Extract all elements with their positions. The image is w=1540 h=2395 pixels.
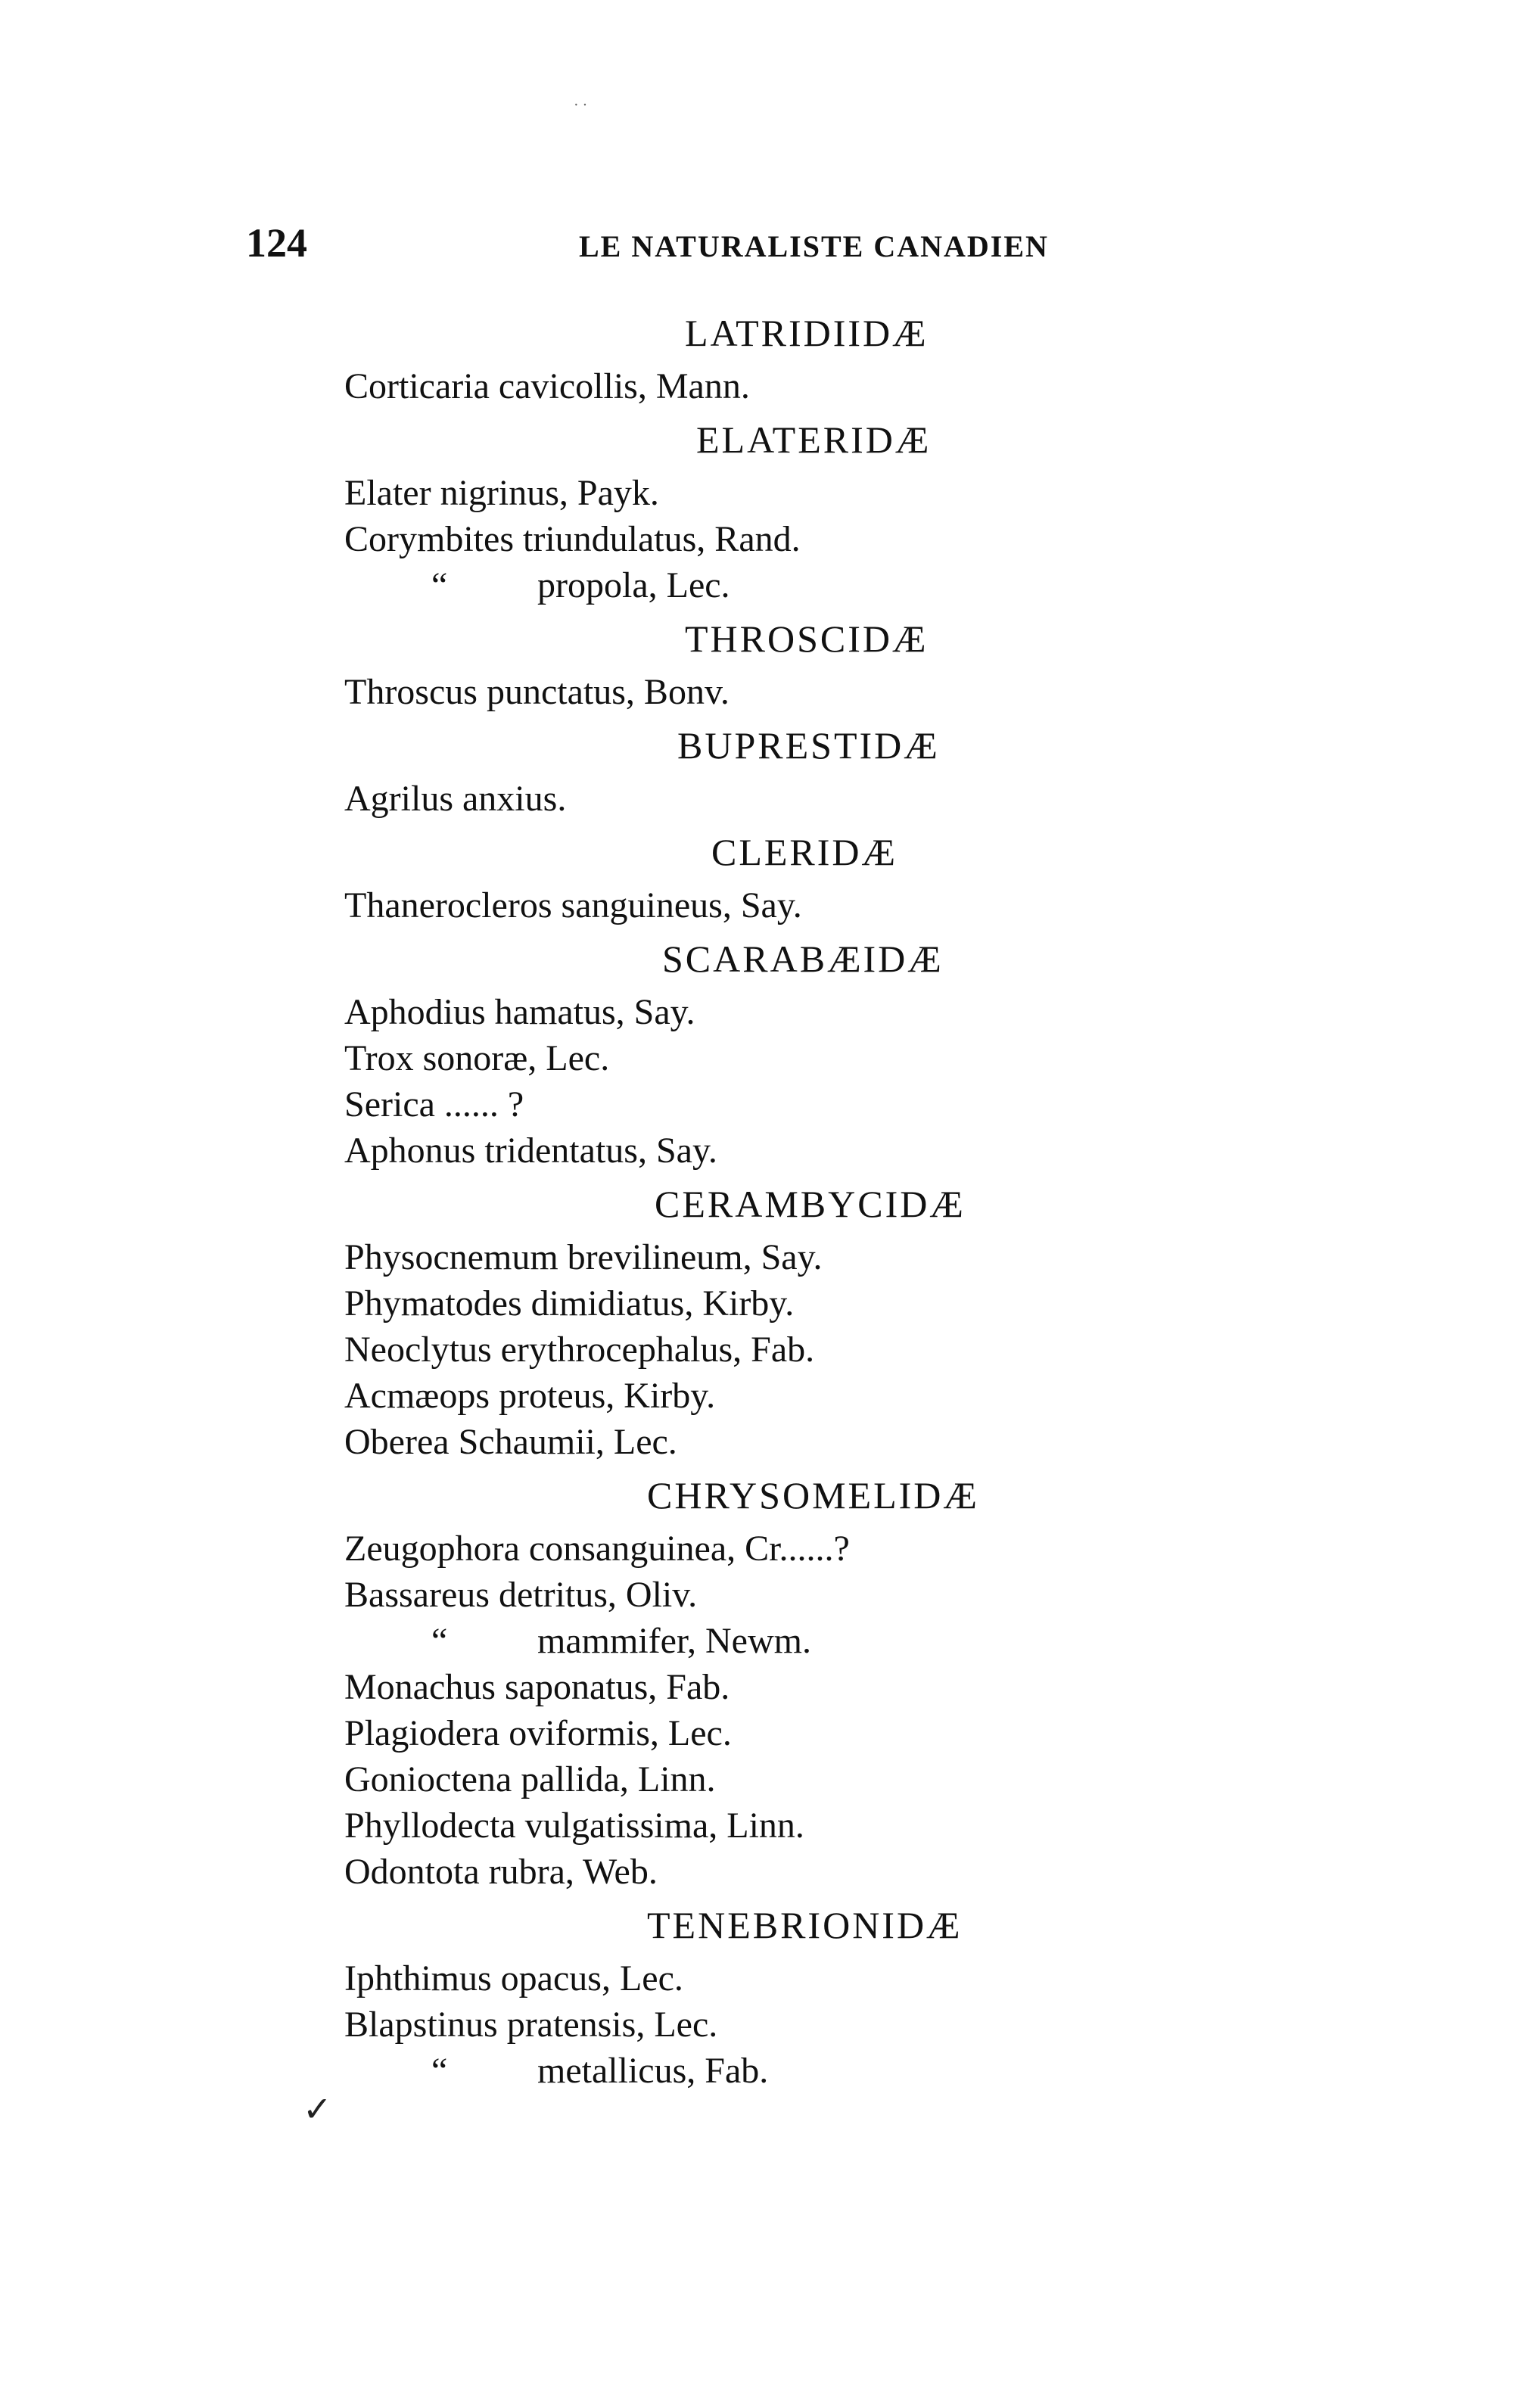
- species-entry: [344, 1618, 1101, 1664]
- species-name: Throscus punctatus, Bonv.: [344, 672, 730, 712]
- species-name: Agrilus anxius.: [344, 779, 567, 819]
- family-section: [344, 822, 1101, 928]
- species-entry: [344, 1802, 1101, 1849]
- species-name: Neoclytus erythrocephalus, Fab.: [344, 1330, 815, 1370]
- species-entry: [344, 1664, 1101, 1710]
- family-section: [344, 1465, 1101, 1895]
- species-entry: [344, 1955, 1101, 2002]
- species-entry: [344, 669, 1101, 715]
- species-entry: [344, 1419, 1101, 1465]
- species-entry: [344, 1756, 1101, 1802]
- family-heading: LATRIDIIDÆ: [685, 312, 929, 354]
- species-entry: [344, 1234, 1101, 1280]
- species-name: Aphonus tridentatus, Say.: [344, 1131, 717, 1171]
- species-name: Odontota rubra, Web.: [344, 1852, 658, 1892]
- species-name: Physocnemum brevilineum, Say.: [344, 1237, 823, 1277]
- family-section: [344, 928, 1101, 1174]
- ditto-mark: “: [431, 2051, 448, 2091]
- family-heading: CLERIDÆ: [711, 831, 898, 873]
- family-heading: THROSCIDÆ: [685, 617, 929, 660]
- family-heading: CERAMBYCIDÆ: [655, 1183, 966, 1225]
- family-section: [344, 608, 1101, 715]
- species-entry: [344, 1373, 1101, 1419]
- species-entry: [344, 1128, 1101, 1174]
- species-entry: [344, 776, 1101, 822]
- species-entry: [344, 882, 1101, 928]
- species-entry: [344, 1710, 1101, 1756]
- species-name: Blapstinus pratensis, Lec.: [344, 2005, 718, 2045]
- family-heading: CHRYSOMELIDÆ: [647, 1474, 979, 1516]
- species-name: Trox sonoræ, Lec.: [344, 1038, 610, 1078]
- species-entry: [344, 562, 1101, 608]
- species-entry: [344, 363, 1101, 409]
- species-entry: [344, 1849, 1101, 1895]
- species-name: Plagiodera oviformis, Lec.: [344, 1713, 732, 1753]
- species-name: Thanerocleros sanguineus, Say.: [344, 885, 802, 925]
- species-list: [344, 303, 1101, 2094]
- species-name: Phyllodecta vulgatissima, Linn.: [344, 1806, 804, 1846]
- species-name: Corymbites triundulatus, Rand.: [344, 519, 801, 559]
- species-entry: [344, 2048, 1101, 2094]
- family-section: [344, 1174, 1101, 1465]
- species-entry: [344, 516, 1101, 562]
- species-entry: [344, 1526, 1101, 1572]
- species-name: Aphodius hamatus, Say.: [344, 992, 695, 1032]
- species-name: mammifer, Newm.: [537, 1621, 811, 1661]
- family-section: [344, 303, 1101, 409]
- species-entry: [344, 1327, 1101, 1373]
- family-section: [344, 715, 1101, 822]
- species-entry: [344, 1035, 1101, 1081]
- family-section: [344, 1895, 1101, 2094]
- species-name: Gonioctena pallida, Linn.: [344, 1759, 716, 1799]
- species-name: Oberea Schaumii, Lec.: [344, 1422, 677, 1462]
- species-entry: [344, 470, 1101, 516]
- family-heading: ELATERIDÆ: [696, 418, 932, 461]
- family-heading: SCARABÆIDÆ: [662, 938, 944, 980]
- ditto-mark: “: [431, 565, 448, 605]
- species-entry: [344, 1572, 1101, 1618]
- species-name: Corticaria cavicollis, Mann.: [344, 366, 750, 406]
- species-entry: [344, 1280, 1101, 1327]
- species-name: Monachus saponatus, Fab.: [344, 1667, 730, 1707]
- species-name: Bassareus detritus, Oliv.: [344, 1575, 698, 1615]
- species-name: Iphthimus opacus, Lec.: [344, 1958, 683, 1998]
- species-name: Zeugophora consanguinea, Cr......?: [344, 1529, 850, 1569]
- running-title: LE NATURALISTE CANADIEN: [579, 229, 1049, 263]
- species-entry: [344, 1081, 1101, 1128]
- family-heading: TENEBRIONIDÆ: [647, 1904, 963, 1946]
- check-mark-icon: ✓: [303, 2090, 332, 2129]
- species-name: Serica ...... ?: [344, 1084, 524, 1124]
- family-heading: BUPRESTIDÆ: [677, 724, 940, 767]
- page-header: [246, 219, 1094, 272]
- species-name: Acmæops proteus, Kirby.: [344, 1376, 716, 1416]
- page-number: 124: [246, 220, 307, 266]
- species-entry: [344, 2002, 1101, 2048]
- species-entry: [344, 989, 1101, 1035]
- species-name: Elater nigrinus, Payk.: [344, 473, 659, 513]
- species-name: Phymatodes dimidiatus, Kirby.: [344, 1283, 795, 1323]
- ditto-mark: “: [431, 1621, 448, 1661]
- species-name: metallicus, Fab.: [537, 2051, 769, 2091]
- species-name: propola, Lec.: [537, 565, 730, 605]
- top-specks: · ·: [574, 97, 588, 114]
- family-section: [344, 409, 1101, 608]
